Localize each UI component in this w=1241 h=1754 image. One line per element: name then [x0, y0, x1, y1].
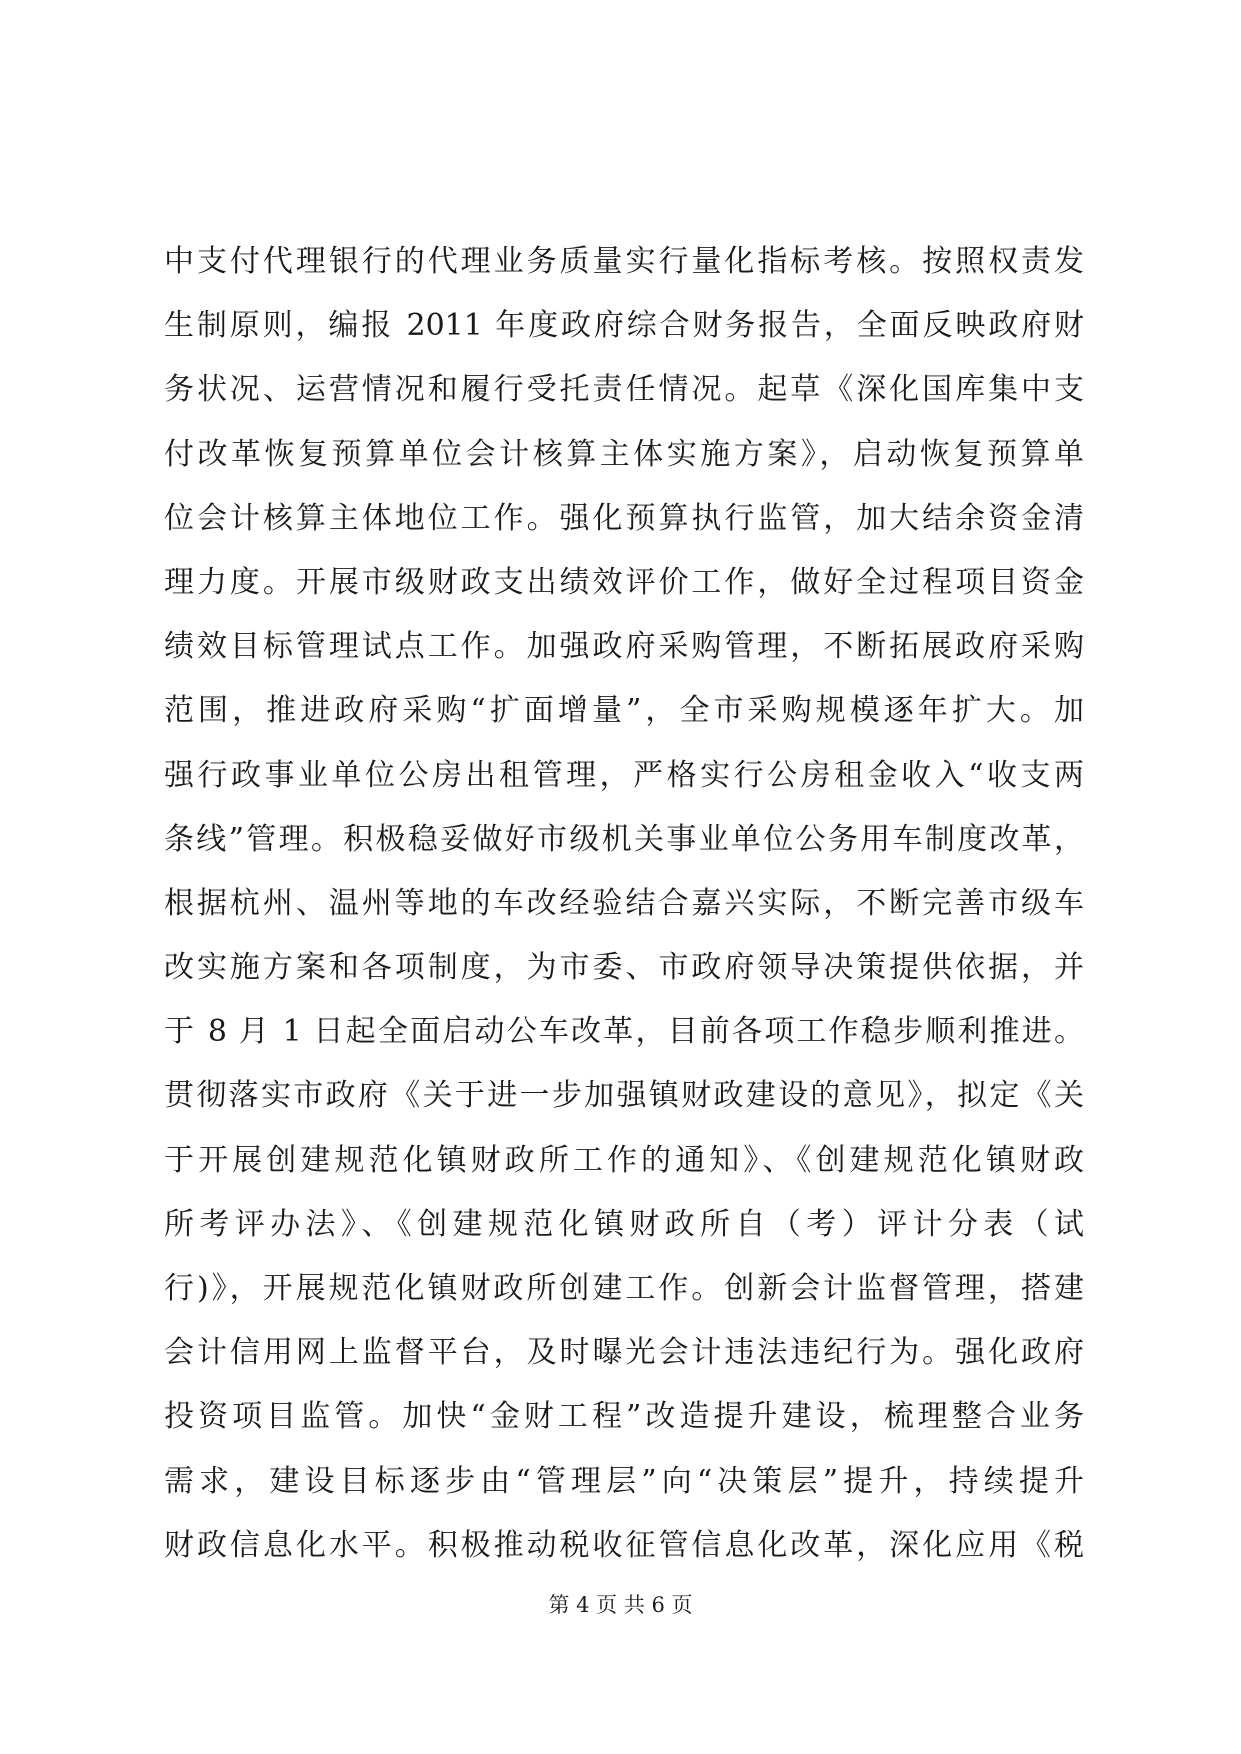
text-line: 所考评办法》、《创建规范化镇财政所自（考）评计分表（试 — [164, 1206, 1084, 1242]
text-line: 需求，建设目标逐步由“管理层”向“决策层”提升，持续提升 — [164, 1463, 1084, 1499]
text-line: 务状况、运营情况和履行受托责任情况。起草《深化国库集中支 — [164, 372, 1084, 408]
text-line: 绩效目标管理试点工作。加强政府采购管理，不断拓展政府采购 — [164, 629, 1084, 665]
text-line: 于开展创建规范化镇财政所工作的通知》、《创建规范化镇财政 — [164, 1142, 1084, 1178]
text-line: 强行政事业单位公房出租管理，严格实行公房租金收入“收支两 — [164, 757, 1084, 793]
text-line: 改实施方案和各项制度，为市委、市政府领导决策提供依据，并 — [164, 950, 1084, 986]
body-text — [164, 230, 1084, 1578]
text-line: 条线”管理。积极稳妥做好市级机关事业单位公务用车制度改革， — [164, 821, 1084, 857]
text-line: 财政信息化水平。积极推动税收征管信息化改革，深化应用《税 — [164, 1527, 1084, 1563]
text-line: 理力度。开展市级财政支出绩效评价工作，做好全过程项目资金 — [164, 564, 1084, 600]
text-line: 中支付代理银行的代理业务质量实行量化指标考核。按照权责发 — [164, 244, 1084, 279]
text-line: 范围，推进政府采购“扩面增量”，全市采购规模逐年扩大。加 — [164, 693, 1084, 729]
text-line: 于 8 月 1 日起全面启动公车改革，目前各项工作稳步顺利推进。 — [164, 1014, 1084, 1050]
page-number-footer: 第 4 页 共 6 页 — [548, 1593, 693, 1617]
text-line: 投资项目监管。加快“金财工程”改造提升建设，梳理整合业务 — [164, 1399, 1084, 1435]
text-line: 行)》，开展规范化镇财政所创建工作。创新会计监督管理，搭建 — [164, 1271, 1084, 1306]
text-line: 位会计核算主体地位工作。强化预算执行监管，加大结余资金清 — [164, 500, 1084, 536]
text-line: 根据杭州、温州等地的车改经验结合嘉兴实际，不断完善市级车 — [164, 885, 1084, 921]
text-line: 生制原则，编报 2011 年度政府综合财务报告，全面反映政府财 — [164, 308, 1084, 344]
text-line: 贯彻落实市政府《关于进一步加强镇财政建设的意见》，拟定《关 — [164, 1078, 1084, 1114]
text-line: 会计信用网上监督平台，及时曝光会计违法违纪行为。强化政府 — [164, 1335, 1084, 1371]
text-line: 付改革恢复预算单位会计核算主体实施方案》，启动恢复预算单 — [164, 436, 1084, 472]
